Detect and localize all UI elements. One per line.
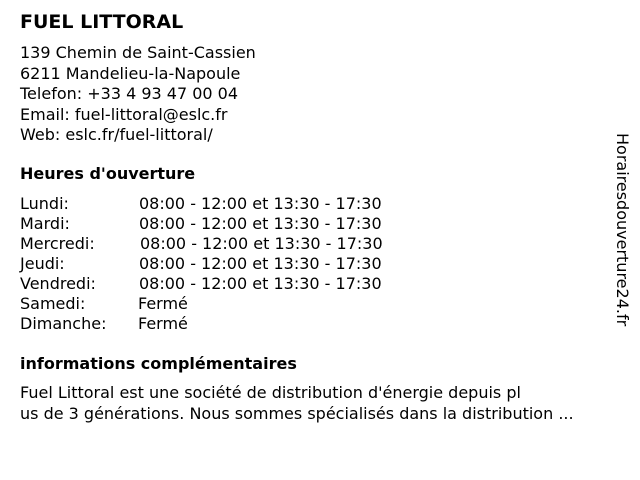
site-watermark: Horairesdouverture24.fr	[613, 133, 632, 327]
day-label: Samedi:	[20, 294, 86, 313]
time-value: 08:00 - 12:00 et 13:30 - 17:30	[139, 274, 382, 293]
time-value: 08:00 - 12:00 et 13:30 - 17:30	[139, 254, 382, 273]
day-label: Lundi:	[20, 194, 69, 213]
day-label: Dimanche:	[20, 314, 107, 333]
description-line: us de 3 générations. Nous sommes spécialisés dans la distribution ...	[20, 404, 574, 423]
business-name: FUEL LITTORAL	[20, 11, 184, 33]
website-line: Web: eslc.fr/fuel-littoral/	[20, 125, 213, 144]
time-value: 08:00 - 12:00 et 13:30 - 17:30	[140, 234, 383, 253]
day-label: Vendredi:	[20, 274, 96, 293]
address-street: 139 Chemin de Saint-Cassien	[20, 43, 256, 62]
time-value: Fermé	[138, 294, 188, 313]
time-value: 08:00 - 12:00 et 13:30 - 17:30	[139, 194, 382, 213]
time-value: Fermé	[138, 314, 188, 333]
business-description	[20, 382, 574, 424]
additional-info-heading: informations complémentaires	[20, 354, 297, 373]
contact-block	[20, 43, 256, 146]
day-label: Mercredi:	[20, 234, 95, 253]
time-value: 08:00 - 12:00 et 13:30 - 17:30	[139, 214, 382, 233]
phone-line: Telefon: +33 4 93 47 00 04	[20, 84, 239, 103]
email-line: Email: fuel-littoral@eslc.fr	[20, 104, 228, 124]
day-label: Jeudi:	[20, 254, 65, 273]
opening-hours-heading: Heures d'ouverture	[20, 164, 196, 183]
description-line: Fuel Littoral est une société de distribution d'énergie depuis pl	[20, 383, 521, 402]
address-city: 6211 Mandelieu-la-Napoule	[20, 63, 241, 83]
day-label: Mardi:	[20, 214, 70, 233]
